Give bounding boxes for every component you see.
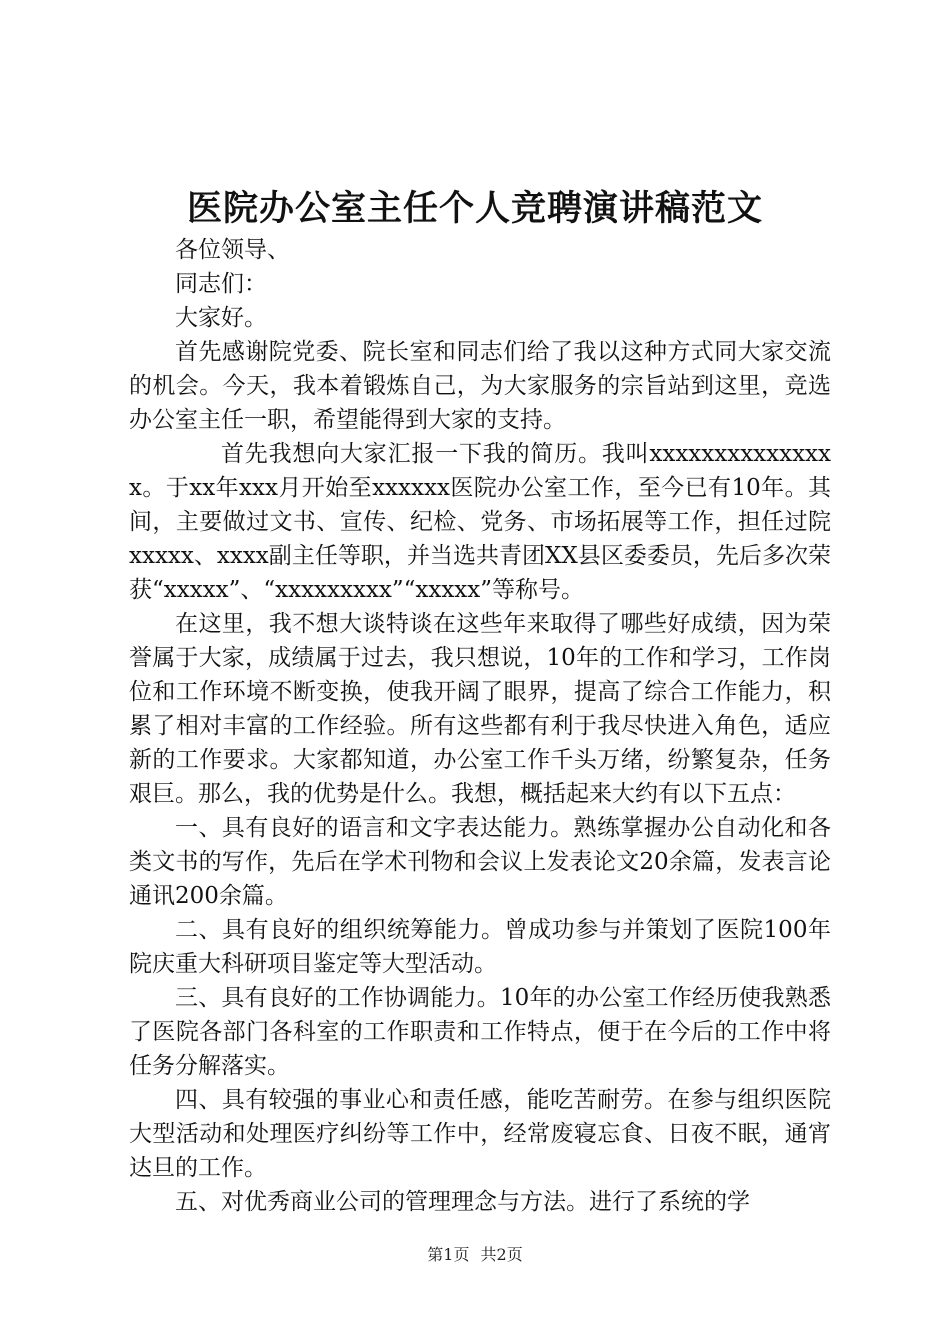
page-total: 共2页 bbox=[480, 1245, 523, 1264]
document-body bbox=[129, 233, 831, 1219]
paragraph-strength-1: 一、具有良好的语言和文字表达能力。熟练掌握办公自动化和各类文书的写作，先后在学术刊物和会议上发表论文20余篇，发表言论通讯200余篇。 bbox=[129, 815, 831, 909]
paragraph-strength-5: 五、对优秀商业公司的管理理念与方法。进行了系统的学 bbox=[175, 1189, 750, 1215]
paragraph-strength-3: 三、具有良好的工作协调能力。10年的办公室工作经历使我熟悉了医院各部门各科室的工作职责和工作特点，便于在今后的工作中将任务分解落实。 bbox=[129, 985, 831, 1079]
paragraph-resume: 首先我想向大家汇报一下我的简历。我叫xxxxxxxxxxxxxxx。于xx年xxx月开始至xxxxxx医院办公室工作，至今已有10年。其间，主要做过文书、宣传、纪检、党务、市场拓展等工作，担任过院xxxxx、xxxx副主任等职，并当选共青团XX县区委委员，先后多次荣获“xxxxx”、“xxxxxxxxx”“xxxxx”等称号。 bbox=[129, 441, 831, 603]
page-number: 第1页 bbox=[427, 1245, 470, 1264]
salutation-leaders: 各位领导、 bbox=[175, 237, 290, 263]
paragraph-strength-2: 二、具有良好的组织统筹能力。曾成功参与并策划了医院100年院庆重大科研项目鉴定等大型活动。 bbox=[129, 917, 831, 977]
paragraph-thanks: 首先感谢院党委、院长室和同志们给了我以这种方式同大家交流的机会。今天，我本着锻炼自己，为大家服务的宗旨站到这里，竞选办公室主任一职，希望能得到大家的支持。 bbox=[129, 339, 831, 433]
salutation-comrades: 同志们： bbox=[175, 271, 267, 297]
paragraph-strength-4: 四、具有较强的事业心和责任感，能吃苦耐劳。在参与组织医院大型活动和处理医疗纠纷等工作中，经常废寝忘食、日夜不眠，通宵达旦的工作。 bbox=[129, 1087, 831, 1181]
document-title: 医院办公室主任个人竞聘演讲稿范文 bbox=[186, 188, 763, 229]
paragraph-strengths-intro: 在这里，我不想大谈特谈在这些年来取得了哪些好成绩，因为荣誉属于大家，成绩属于过去，我只想说，10年的工作和学习，工作岗位和工作环境不断变换，使我开阔了眼界，提高了综合工作能力，积累了相对丰富的工作经验。所有这些都有利于我尽快进入角色，适应新的工作要求。大家都知道，办公室工作千头万绪，纷繁复杂，任务艰巨。那么，我的优势是什么。我想，概括起来大约有以下五点： bbox=[129, 611, 831, 807]
greeting: 大家好。 bbox=[175, 305, 267, 331]
page-footer bbox=[0, 1243, 950, 1267]
